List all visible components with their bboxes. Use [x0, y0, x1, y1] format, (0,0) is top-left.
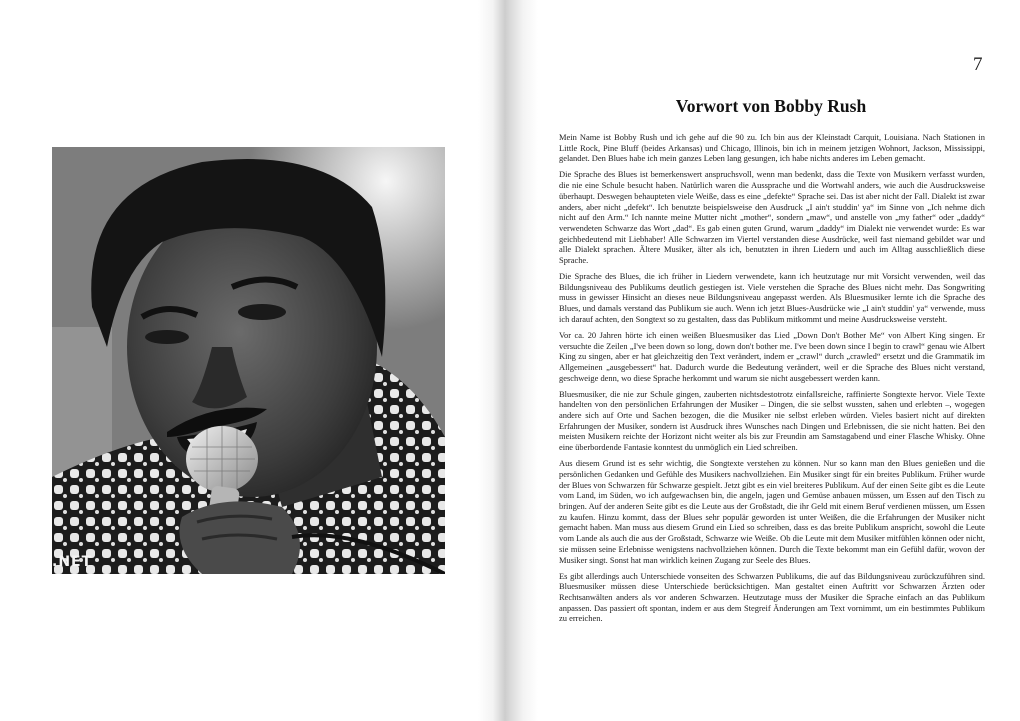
portrait-photo — [52, 147, 445, 574]
paragraph: Bluesmusiker, die nie zur Schule gingen, zauberten nichtsdestotrotz einfallsreiche, raffinierte Songtexte hervor. Viele Texte handelten von den persönlichen Erfahrungen der Musiker – Dingen, die sie selbst wussten, sahen und erlebten –, wogegen andere sich auf Orte und Sachen bezogen, die die Musiker nie selbst erleben würden. Vieles basiert nicht auf direkten Erfahrungen der Musiker, sondern ist Ausdruck ihres Wunsches nach Dingen und Erlebnissen, die sie nicht hatten. Bei den meisten Musikern reichte der Horizont nicht weiter als bis zur Freundin am Samstagabend und einer Flasche Whisky. Ohne eine überbordende Fantasie konntest du unmöglich ein Lied schreiben. — [559, 388, 985, 453]
paragraph: Die Sprache des Blues ist bemerkenswert anspruchsvoll, wenn man bedenkt, dass die Texte von Musikern verfasst wurden, die nie eine Schule besucht haben. Natürlich waren die Aussprache und die Wortwahl anders, wie auch die Ausdrucksweise überhaupt. Deswegen behaupteten viele Weiße, dass es eine „defekte“ Sprache sei. Das ist aber nicht der Fall. Dialekt ist zwar anders, aber nicht „defekt“. Ich benutzte beispielsweise den Ausdruck „I ain't studdin' ya“ im Sinne von „Ich nehme dich nicht auf den Arm.“ Ich nannte meine Mutter nicht „mother“, sondern „maw“, und anstelle von „my father“ oder „daddy“ verwendeten Schwarze das Wort „dad“. Es gab einen guten Grund, warum „daddy“ im Dialekt nie verwendet wurde: Es war geichbedeutend mit Liebhaber! Alle Schwarzen im Viertel verstanden diese Ausdrücke, weil fast niemand gebildet war und alle Dialekt sprachen. Ältere Musiker, älter als ich, benutzten in ihren Liedern und auch im Alltag ausschließlich diese Sprache. — [559, 169, 985, 266]
chapter-title: Vorwort von Bobby Rush — [675, 96, 867, 116]
left-page — [0, 0, 505, 721]
paragraph: Die Sprache des Blues, die ich früher in Liedern verwendete, kann ich heutzutage nur mit Vorsicht verwenden, weil das Bildungsniveau des Publikums deutlich gestiegen ist. Viele verstehen die Sprache des Blues nicht mehr. Das Songwriting muss in gewisser Hinsicht an dieses neue Bildungsniveau angepasst werden. Als Bluesmusiker lernte ich die Sprache des Blues, und damals verstand das Publikum sie auch. Wenn ich jetzt Blues-Ausdrücke wie „I ain't studdin' ya“ verwende, muss ich darauf achten, den Songtext so zu gestalten, dass das Publikum mitkommt und meine Ausdrucksweise versteht. — [559, 271, 985, 324]
photo-watermark: .NET — [52, 554, 93, 570]
body-text — [559, 132, 985, 629]
paragraph: Mein Name ist Bobby Rush und ich gehe auf die 90 zu. Ich bin aus der Kleinstadt Carquit, Louisiana. Nach Stationen in Little Rock, Pine Bluff (beides Arkansas) und Chicago, Illinois, bin ich in meinem jetzigen Wohnort, Jackson, Mississippi, gelandet. Den Blues habe ich mein ganzes Leben lang gesungen, ich habe nichts anderes im Leben gemacht. — [559, 132, 985, 164]
portrait-illustration — [52, 147, 445, 574]
paragraph: Aus diesem Grund ist es sehr wichtig, die Songtexte verstehen zu können. Nur so kann man den Blues genießen und die persönlichen Gedanken und Gefühle des Musikers nachvollziehen. Ein Musiker singt für ein breites Publikum. Früher wurde der Blues von Schwarzen für Schwarze gespielt. Jetzt gibt es ein viel breiteres Publikum. Auf der einen Seite gibt es die Leute vom Land, im Süden, wo ich aufgewachsen bin, die angeln, jagen und Gemüse anbauen müssen, um Essen auf den Tisch zu bringen. Auf der anderen Seite gibt es die Leute aus der Großstadt, die ihr Geld mit einem Beruf verdienen müssen, um Essen zu kaufen. Hinzu kommt, dass der Blues sehr populär geworden ist unter Weißen, die die Erfahrungen der Musiker nicht gemacht haben. Man muss aus diesem Grund ein Lied so schreiben, dass es das breite Publikum anspricht, sowohl die Leute vom Lande als auch die aus der Großstadt, Schwarze wie Weiße. Ob die Leute mit dem Musiker mitfühlen können oder nicht, sie müssen seine Erlebnisse wenigstens nachvollziehen können. Durch die Texte bekommt man ein Gefühl dafür, wovon der Musiker singt. Sonst hat man wirklich keinen Zugang zur Seele des Blues. — [559, 458, 985, 565]
paragraph: Vor ca. 20 Jahren hörte ich einen weißen Bluesmusiker das Lied „Down Don't Bother Me“ von Albert King singen. Er versuchte die Zeilen „I've been down so long, down don't bother me. I've been down since I begin to crawl“ genau wie Albert King zu singen, aber er hat gleichzeitig den Text verändert, indem er „crawl“ durch „crawled“ ersetzt und die Grammatik im Allgemeinen „ausgebessert“ hat. Dadurch wurde die Bedeutung verändert, weil er die Sprache des Blues nicht verstand, geschweige denn, wo diese Sprache herkommt und warum sie nicht ausgebessert werden kann. — [559, 329, 985, 383]
page-number: 7 — [973, 54, 983, 75]
paragraph: Es gibt allerdings auch Unterschiede vonseiten des Schwarzen Publikums, die auf das Bildungsniveau zurückzuführen sind. Bluesmusiker müssen diese Unterschiede berücksichtigen. Man gestaltet einen Auftritt vor Schwarzen Ärzten oder Rechtsanwälten anders als vor anderen Schwarzen. Heutzutage muss der Musiker die Sprache einfach an das Publikum anpassen. Das passiert oft spontan, indem er aus dem Stegreif Änderungen am Text vornimmt, um ein bestimmtes Publikum zu erreichen. — [559, 570, 985, 624]
